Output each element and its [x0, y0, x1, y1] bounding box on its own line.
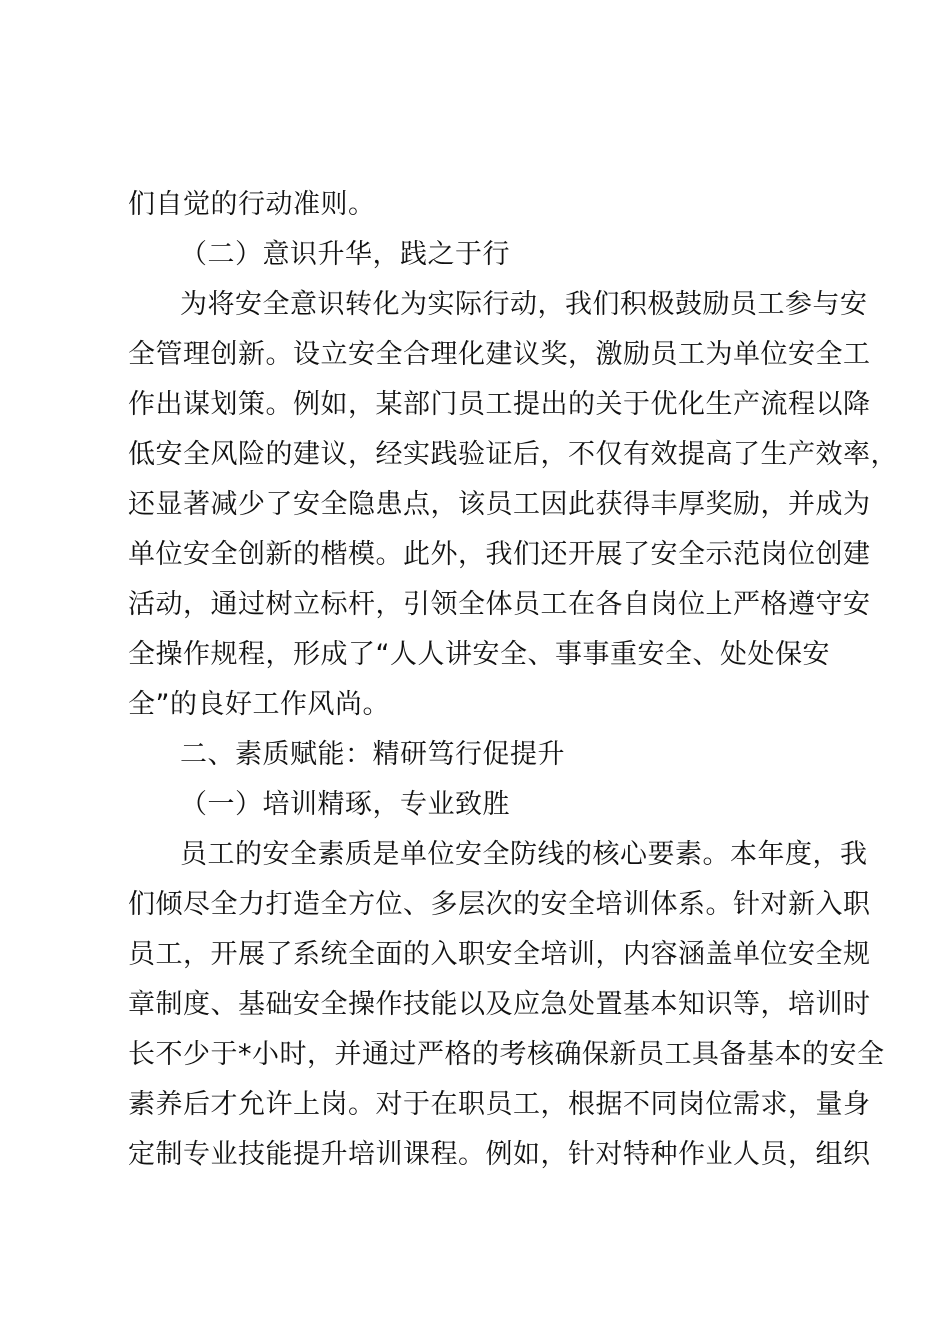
text-line: 素养后才允许上岗。对于在职员工，根据不同岗位需求，量身 — [128, 1089, 871, 1120]
text-line: 长不少于*小时，并通过严格的考核确保新员工具备基本的安全 — [128, 1039, 885, 1070]
text-line: 为将安全意识转化为实际行动，我们积极鼓励员工参与安 — [180, 289, 868, 320]
text-line: 低安全风险的建议，经实践验证后，不仅有效提高了生产效率， — [128, 439, 898, 470]
section-heading: （一）培训精琢，专业致胜 — [180, 789, 510, 820]
text-line: 单位安全创新的楷模。此外，我们还开展了安全示范岗位创建 — [128, 539, 871, 570]
text-line: 全操作规程，形成了“人人讲安全、事事重安全、处处保安 — [128, 639, 830, 670]
text-line: 员工，开展了系统全面的入职安全培训，内容涵盖单位安全规 — [128, 939, 871, 970]
section-heading: （二）意识升华，践之于行 — [180, 239, 510, 270]
text-line: 章制度、基础安全操作技能以及应急处置基本知识等，培训时 — [128, 989, 871, 1020]
text-line: 还显著减少了安全隐患点，该员工因此获得丰厚奖励，并成为 — [128, 489, 871, 520]
text-line: 全管理创新。设立安全合理化建议奖，激励员工为单位安全工 — [128, 339, 871, 370]
text-line: 定制专业技能提升培训课程。例如，针对特种作业人员，组织 — [128, 1139, 871, 1170]
text-line: 们自觉的行动准则。 — [128, 189, 376, 220]
text-line: 们倾尽全力打造全方位、多层次的安全培训体系。针对新入职 — [128, 889, 871, 920]
text-line: 活动，通过树立标杆，引领全体员工在各自岗位上严格遵守安 — [128, 589, 871, 620]
text-line: 员工的安全素质是单位安全防线的核心要素。本年度，我 — [180, 839, 868, 870]
text-line: 全”的良好工作风尚。 — [128, 689, 390, 720]
text-line: 作出谋划策。例如，某部门员工提出的关于优化生产流程以降 — [128, 389, 871, 420]
chapter-heading: 二、素质赋能：精研笃行促提升 — [180, 739, 565, 770]
